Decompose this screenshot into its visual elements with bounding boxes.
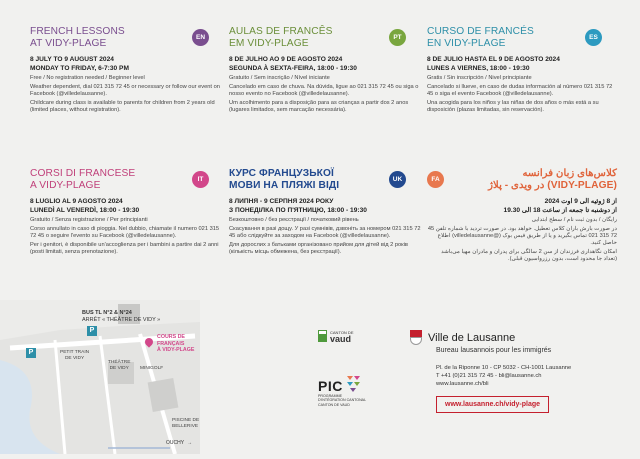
- location-map: [0, 300, 200, 454]
- arrow-right-icon: →: [187, 440, 193, 446]
- card-date: 8 DE JULIO HASTA EL 9 DE AGOSTO 2024 LUNES A VIERNES, 18:00 - 19:30: [427, 56, 560, 72]
- card-uk: [229, 168, 425, 256]
- contact-info: Pl. de la Riponne 10 - CP 5032 - CH-1001 Lausanne T +41 (0)21 315 72 45 - bli@lausanne.ch www.lausanne.ch/bli: [436, 365, 572, 387]
- card-body: Free / No registration needed / Beginner level Weather dependent, dial 021 315 72 45 or necessary or follow our event on Facebook (@villedelausanne). Childcare during class is available to parents for children from 2 years old (limited places, without registration).: [30, 75, 220, 114]
- card-title: CORSI DI FRANCESE A VIDY-PLAGE: [30, 168, 136, 191]
- parking-icon: P: [26, 348, 36, 358]
- card-body: Gratuito / Senza registrazione / Per principianti Corso annullato in caso di pioggia. Nel dubbio, chiamate il numero 021 315 72 45 o seguire l'evento su Facebook (@villedelausanne). Per i genitori, è disponibile un'accoglienza per i bambini a partire dai 2 anni (posti limitati, senza prenotazione).: [30, 217, 220, 256]
- minigolf-label: MINIGOLF: [140, 366, 164, 371]
- vaud-shield-icon: [318, 330, 327, 342]
- card-title: FRENCH LESSONS AT VIDY-PLAGE: [30, 26, 125, 49]
- ouchy-label: OUCHY →: [166, 440, 193, 446]
- language-badge: UK: [389, 171, 406, 188]
- course-location-label: COURS DE FRANÇAIS À VIDY-PLAGE: [157, 334, 195, 353]
- language-badge: ES: [585, 29, 602, 46]
- card-body: Gratis / Sin inscripción / Nivel principiante Cancelado si llueve, en caso de dudas información al número 021 315 72 45 o siga el evento Facebook (@villedelausanne). Una acogida para los niños y las niñas de dos años o más está a su disposición (plazas limitadas, sin reservación).: [427, 75, 613, 114]
- pic-arrows-icon: [345, 374, 365, 394]
- lausanne-crest-icon: [410, 330, 422, 345]
- map-drawing: [0, 300, 200, 454]
- card-date: 8 DE JULHO AO 9 DE AGOSTO 2024 SEGUNDA À SEXTA-FEIRA, 18:00 - 19:30: [229, 56, 357, 72]
- theatre-label: THÉÂTRE DE VIDY: [108, 360, 131, 371]
- language-badge: IT: [192, 171, 209, 188]
- card-date: 8 LUGLIO AL 9 AGOSTO 2024 LUNEDÌ AL VENERDÌ, 18:00 - 19:30: [30, 198, 140, 214]
- language-badge: PT: [389, 29, 406, 46]
- bureau-name: Bureau lausannois pour les immigrés: [436, 347, 552, 354]
- card-date: 8 JULY TO 9 AUGUST 2024 MONDAY TO FRIDAY, 6-7:30 PM: [30, 56, 129, 72]
- card-date: از 8 ژوئیه الی 9 اوت 2024 از دوشنبه تا جمعه از ساعت 18 الی 19.30: [503, 198, 617, 214]
- card-title: کلاس‌های زبان فرانسه (VIDY-PLAGE) در ویدی - پلاژ: [488, 168, 617, 191]
- card-it: [30, 168, 226, 256]
- card-es: [427, 26, 617, 114]
- language-badge: EN: [192, 29, 209, 46]
- petit-train-label: PETIT TRAIN DE VIDY: [60, 350, 90, 361]
- card-body: Gratuito / Sem inscrição / Nível iniciante Cancelado em caso de chuva. Na dúvida, ligue ao 021 315 72 45 ou siga o nosso evento no Facebook (@villedelausanne). Um acolhimento para a disposição para as crianças a partir dos 2 anos (lugares limitados, sem marcação necessária).: [229, 75, 419, 114]
- card-title: CURSO DE FRANCÉS EN VIDY-PLAGE: [427, 26, 534, 49]
- pic-logo: PIC PROGRAMME D'INTÉGRATION CANTONAL CANTON DE VAUD: [318, 374, 366, 407]
- lausanne-block: Ville de Lausanne Bureau lausannois pour les immigrés Pl. de la Riponne 10 - CP 5032 - CH-1001 Lausanne T +41 (0)21 315 72 45 - bli@lausanne.ch www.lausanne.ch/bli www.lausanne.ch/vidy-plage: [410, 330, 630, 413]
- language-badge: FA: [427, 171, 444, 188]
- card-fa: [427, 168, 617, 263]
- piscine-label: PISCINE DE BELLERIVE: [172, 418, 200, 429]
- card-title: AULAS DE FRANCÊS EM VIDY-PLAGE: [229, 26, 333, 49]
- card-pt: [229, 26, 425, 114]
- card-body: Безкоштовно / без реєстрації / початковий рівень Скасування в разі дощу. У разі сумнівів, дзвоніть за номером 021 315 72 45 або слідкуйте за заходом на Facebook (@villedelausanne). Для дорослих з батьками організовано прийом для дітей від 2 років (кількість місць обмежена, без реєстрації).: [229, 217, 421, 256]
- parking-icon: P: [87, 326, 97, 336]
- canton-vaud-logo: CANTON DE vaud: [318, 330, 353, 342]
- vidy-plage-link[interactable]: www.lausanne.ch/vidy-plage: [436, 396, 549, 413]
- card-date: 8 ЛИПНЯ - 9 СЕРПНЯ 2024 РОКУ З ПОНЕДІЛКА ПО П'ЯТНИЦЮ, 18:00 - 19:30: [229, 198, 367, 214]
- card-title: КУРС ФРАНЦУЗЬКОЇ МОВИ НА ПЛЯЖІ ВІДІ: [229, 168, 340, 191]
- card-body: رایگان / بدون ثبت نام / سطح ابتدایی در صورت بارش باران کلاس تعطیل. خواهد بود. در صورت تردید با شماره تلفن 45 72 315 021 تماس بگیرید و یا از طریق فیس بوک (@villedelausanne) اطلاع حاصل کنید. امکان نگاهداری فرزندان از سن 2 سالگی برای پدران و مادران مهیا می‌باشد (تعداد جا محدود است، بدون رزرواسیون قبلی).: [427, 217, 617, 263]
- card-en: [30, 26, 226, 114]
- bus-label: BUS TL N°2 & N°24 ARRÊT « THÉÂTRE DE VIDY »: [82, 310, 161, 323]
